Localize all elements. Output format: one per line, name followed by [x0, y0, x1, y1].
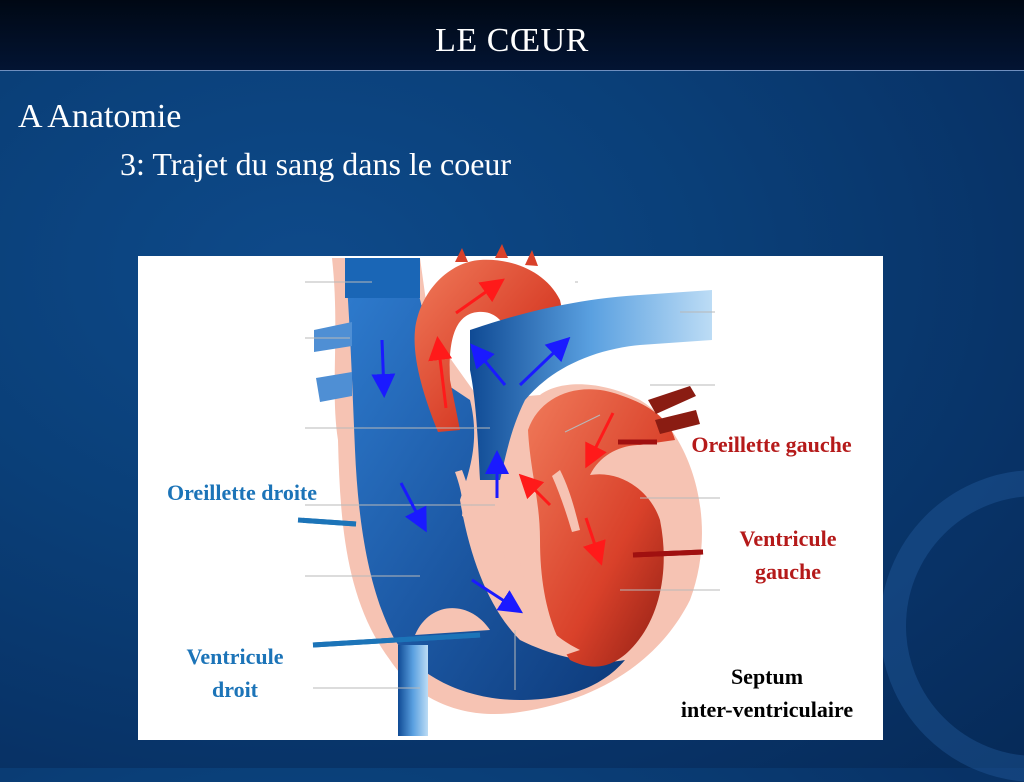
slide-title: LE CŒUR — [435, 22, 589, 59]
label-ventricule-droit — [160, 640, 310, 706]
label-ventricule-droit-line2: droit — [211, 677, 259, 702]
label-ventricule-droit-line1: Ventricule — [186, 644, 284, 669]
section-heading: A Anatomie — [18, 98, 182, 135]
label-septum-line1: Septum — [730, 664, 804, 689]
section-subheading: 3: Trajet du sang dans le coeur — [120, 146, 512, 182]
arrow-blue-vena-cava — [382, 340, 384, 392]
label-ventricule-gauche-line2: gauche — [755, 559, 821, 584]
label-ventricule-gauche — [708, 522, 868, 588]
label-ventricule-gauche-line1: Ventricule — [739, 526, 837, 551]
label-septum — [656, 660, 878, 726]
label-septum-line2: inter-ventriculaire — [680, 697, 854, 722]
label-oreillette-gauche: Oreillette gauche — [691, 432, 852, 457]
label-oreillette-droite: Oreillette droite — [166, 480, 318, 505]
